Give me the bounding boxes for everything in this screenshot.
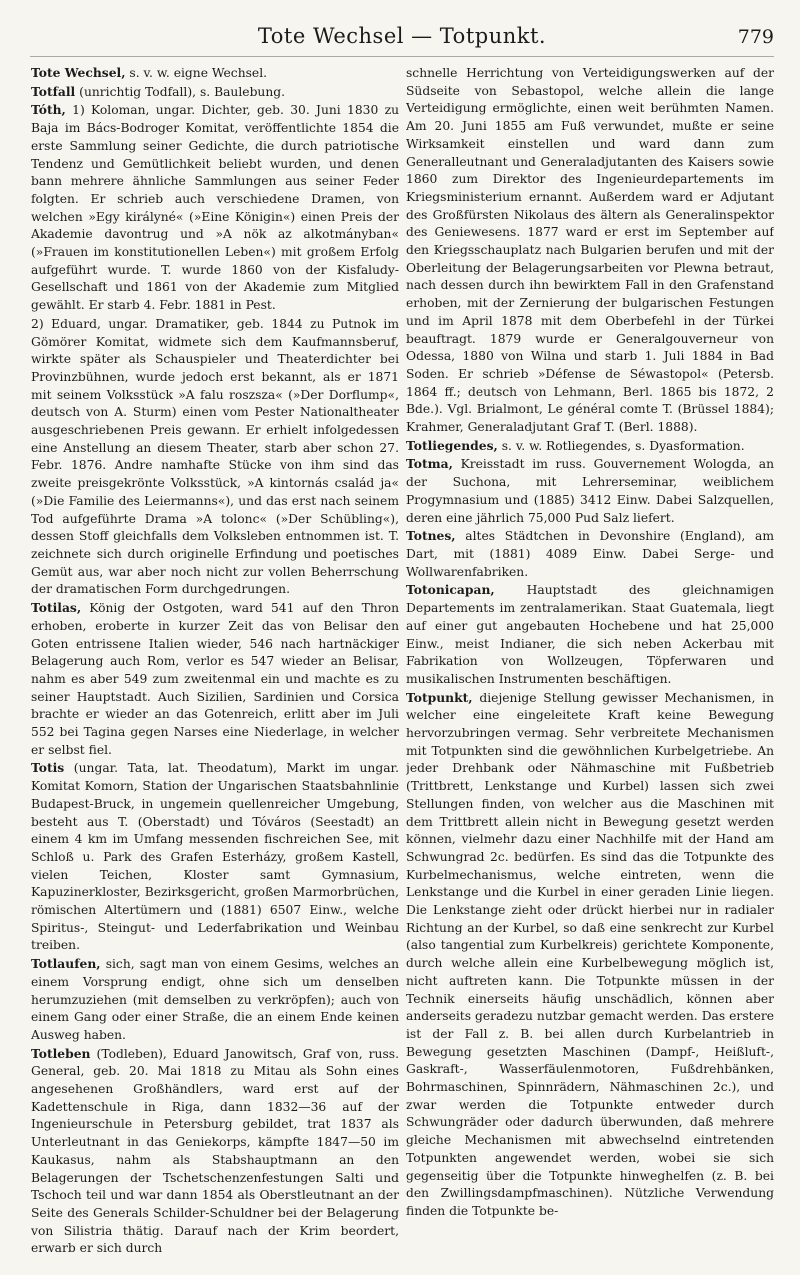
- entry-text: s. v. w. eigne Wechsel.: [125, 66, 268, 80]
- entry: [31, 599, 399, 759]
- entry-text: s. v. w. Rotliegendes, s. Dyasformation.: [497, 438, 745, 453]
- entry-headword: Totlaufen,: [31, 956, 101, 972]
- entry: [406, 527, 774, 581]
- entry: [31, 759, 399, 955]
- entry-headword: Totis: [31, 760, 65, 776]
- entry-headword: Tote Wechsel,: [31, 65, 126, 80]
- page-header: [30, 22, 774, 57]
- entry-text: Hauptstadt des gleichnamigen Departements im zentralamerikan. Staat Guatemala, liegt auf einer gut angebauten Hochebene und hat 25,000 Einw., meist Indianer, die sich neben Ackerbau mit Fabrikation von Wollzeugen, Töpferwaren und musikalischen Instrumenten beschäftigen.: [406, 583, 774, 686]
- entry: [406, 64, 774, 437]
- entry: [406, 581, 774, 688]
- entry: [31, 315, 399, 599]
- entry-headword: Totonicapan,: [406, 582, 495, 598]
- entry-text: (ungar. Tata, lat. Theodatum), Markt im ungar. Komitat Komorn, Station der Ungarischen Staatsbahnlinie Budapest-Bruck, in ungemein quellenreicher Umgebung, besteht aus T. (Oberstadt) und Tóváros (Seestadt) an einem 4 km im Umfang messenden fischreichen See, mit Schloß u. Park des Grafen Esterházy, großem Kastell, vielen Teichen, Kloster samt Gymnasium, Kapuzinerkloster, Bezirksgericht, großen Marmorbrüchen, römischen Altertümern und (1881) 6507 Einw., welche Spiritus-, Steingut- und Lederfabrikation und Weinbau treiben.: [31, 761, 399, 953]
- entry-headword: Totilas,: [31, 600, 82, 616]
- running-title: Tote Wechsel — Totpunkt.: [257, 24, 547, 48]
- left-column: [31, 64, 399, 1264]
- entry: [31, 83, 399, 102]
- entry-headword: Totleben: [31, 1045, 91, 1061]
- entry-text: 2) Eduard, ungar. Dramatiker, geb. 1844 zu Putnok im Gömörer Komitat, widmete sich dem Kaufmannsberuf, wirkte später als Schauspieler und Theaterdichter bei Provinzbühnen, wurde jedoch erst bekannt, als er 1871 mit seinem Volksstück »A falu roszsza« (»Der Dorflump«, deutsch von A. Sturm) einen vom Pester Nationaltheater ausgeschriebenen Preis gewann. Er erhielt infolgedessen eine Anstellung an diesem Theater, starb aber schon 27. Febr. 1876. Andre namhafte Stücke von ihm sind das zweite preisgekrönte Volksstück, »A kintornás család ja« (»Die Familie des Leiermanns«), und das erst nach seinem Tod aufgeführte Drama »A tolonc« (»Der Schübling«), dessen Stoff gleichfalls dem Volksleben entnommen ist. T. zeichnete sich durch originelle Erfindung und poetisches Gemüt aus, war aber noch nicht zur vollen Beherrschung der dramatischen Form durchgedrungen.: [31, 316, 399, 597]
- entry: [406, 437, 774, 456]
- entry-text: (Todleben), Eduard Janowitsch, Graf von, russ. General, geb. 20. Mai 1818 zu Mitau als Sohn eines angesehenen Großhändlers, ward erst auf der Kadettenschule in Riga, dann 1832—36 auf der Ingenieurschule in Petersburg gebildet, trat 1837 als Unterleutnant in das Geniekorps, kämpfte 1847—50 im Kaukasus, nahm als Stabshauptmann an den Belagerungen der Tschetschenzenfestungen Salti und Tschoch teil und war dann 1854 als Oberstleutnant an der Seite des Generals Schilder-Schuldner bei der Belagerung von Silistria thätig. Darauf nach der Krim beordert, erwarb er sich durch: [31, 1046, 399, 1256]
- entry: [406, 455, 774, 527]
- entry-text: König der Ostgoten, ward 541 auf den Thron erhoben, eroberte in kurzer Zeit das von Belisar den Goten entrissene Italien wieder, 546 nach hartnäckiger Belagerung auch Rom, verlor es 547 wieder an Belisar, nahm es aber 549 zum zweitenmal ein und machte es zu seiner Hauptstadt. Auch Sizilien, Sardinien und Corsica brachte er wieder an das Gotenreich, erlitt aber im Juli 552 bei Tagina gegen Narses eine Niederlage, in welcher er selbst fiel.: [31, 601, 399, 757]
- entry-text: Kreisstadt im russ. Gouvernement Wologda, an der Suchona, mit Lehrerseminar, weiblichem Progymnasium und (1885) 3412 Einw. Dabei Salzquellen, deren eine jährlich 75,000 Pud Salz liefert.: [406, 457, 774, 525]
- entry-headword: Totfall: [31, 83, 76, 99]
- entry: [406, 689, 774, 1221]
- entry-text: altes Städtchen in Devonshire (England), am Dart, mit (1881) 4089 Einw. Dabei Serge- und Wollwarenfabriken.: [406, 529, 774, 579]
- entry: [31, 955, 399, 1045]
- entry-headword: Tóth,: [31, 102, 66, 118]
- entry-text: schnelle Herrichtung von Verteidigungswerken auf der Südseite von Sebastopol, welche allein die lange Verteidigung ermöglichte, einen weit berühmten Namen. Am 20. Juni 1855 am Fuß verwundet, mußte er seine Wirksamkeit einstellen und ward dann zum Generalleutnant und Generaladjutanten des Kaisers sowie 1860 zum Direktor des Ingenieurdepartements im Kriegsministerium ernannt. Außerdem ward er Adjutant des Großfürsten Nikolaus des ältern als Generalinspektor des Geniewesens. 1877 ward er erst im September auf den Kriegsschauplatz nach Bulgarien berufen und mit der Oberleitung der Belagerungsarbeiten vor Plewna betraut, nach dessen durch ihn bewirktem Fall in den Grafenstand erhoben, mit der Zernierung der bulgarischen Festungen und im April 1878 mit dem Oberbefehl in der Türkei beauftragt. 1879 wurde er Generalgouverneur von Odessa, 1880 von Wilna und starb 1. Juli 1884 in Bad Soden. Er schrieb »Défense de Séwastopol« (Petersb. 1864 ff.; deutsch von Lehmann, Berl. 1865 bis 1872, 2 Bde.). Vgl. Brialmont, Le général comte T. (Brüssel 1884); Krahmer, Generaladjutant Graf T. (Berl. 1888).: [406, 66, 774, 435]
- entry-text: (unrichtig Todfall), s. Baulebung.: [75, 84, 286, 99]
- entry-headword: Totma,: [406, 456, 453, 472]
- entry-headword: Totpunkt,: [406, 689, 473, 705]
- entry-text: sich, sagt man von einem Gesims, welches an einem Vorsprung endigt, ohne sich um denselben herumzuziehen (mit demselben zu verkröpfen); auch von einem Gang oder einer Straße, die an einem Ende keinen Ausweg haben.: [31, 957, 399, 1042]
- entry-text: diejenige Stellung gewisser Mechanismen, in welcher eine eingeleitete Kraft keine Bewegung hervorzubringen vermag. Sehr verbreitete Mechanismen mit Totpunkten sind die gewöhnlichen Kurbelgetriebe. An jeder Drehbank oder Nähmaschine mit Fußbetrieb (Trittbrett, Lenkstange und Kurbel) lassen sich zwei Stellungen finden, von welcher aus die Maschinen mit dem Trittbrett allein nicht in Bewegung gesetzt werden können, vielmehr dazu einer Nachhilfe mit der Hand am Schwungrad 2c. bedürfen. Es sind das die Totpunkte des Kurbelmechanismus, welche eintreten, wenn die Lenkstange und die Kurbel in einer geraden Linie liegen. Die Lenkstange zieht oder drückt hierbei nur in radialer Richtung an der Kurbel, so daß eine senkrecht zur Kurbel (also tangential zum Kurbelkreis) gerichtete Komponente, durch welche allein eine Kurbelbewegung möglich ist, nicht auftreten kann. Die Totpunkte müssen in der Technik einerseits häufig unschädlich, können aber anderseits geradezu nutzbar gemacht werden. Das erstere ist der Fall z. B. bei allen durch Kurbelantrieb in Bewegung gesetzten Maschinen (Dampf-, Heißluft-, Gaskraft-, Wasserfäulenmotoren, Fußdrehbänken, Bohrmaschinen, Spinnrädern, Nähmaschinen 2c.), und zwar werden die Totpunkte entweder durch Schwungräder oder dadurch überwunden, daß mehrere gleiche Mechanismen mit abwechselnd eintretenden Totpunkten angewendet werden, wobei sie sich gegenseitig über die Totpunkte hinweghelfen (z. B. bei den Zwillingsdampfmaschinen). Nützliche Verwendung finden die Totpunkte be-: [406, 690, 774, 1218]
- page-number: 779: [737, 26, 774, 48]
- entry: [31, 1045, 399, 1258]
- right-column: [406, 64, 774, 1264]
- entry: [31, 101, 399, 314]
- entry-headword: Totliegendes,: [406, 437, 498, 453]
- entry: [31, 64, 399, 83]
- entry-text: 1) Koloman, ungar. Dichter, geb. 30. Juni 1830 zu Baja im Bács-Bodroger Komitat, veröffentlichte 1854 die erste Sammlung seiner Gedichte, die durch patriotische Tendenz und Gemütlichkeit beliebt wurden, und denen bann mehrere ähnliche Sammlungen aus seiner Feder folgten. Er schrieb auch verschiedene Dramen, von welchen »Egy királyné« (»Eine Königin«) einen Preis der Akademie davontrug und »A nök az alkotmányban« (»Frauen im konstitutionellen Leben«) mit großem Erfolg aufgeführt wurde. T. wurde 1860 von der Kisfaludy-Gesellschaft und 1861 von der Akademie zum Mitglied gewählt. Er starb 4. Febr. 1881 in Pest.: [31, 103, 399, 313]
- entry-headword: Totnes,: [406, 528, 456, 544]
